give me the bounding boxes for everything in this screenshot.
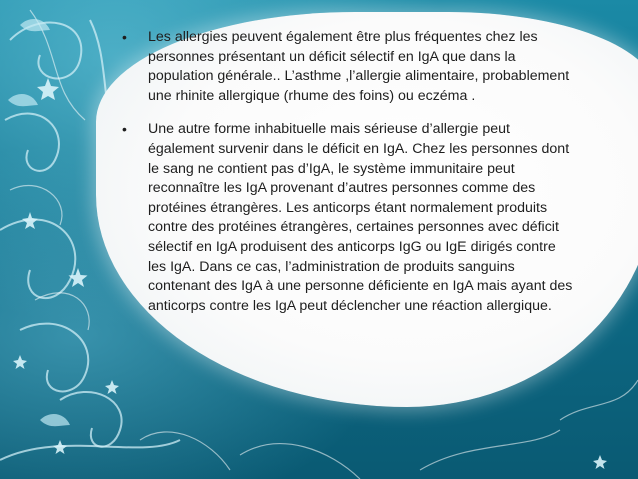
bullet-text: Une autre forme inhabituelle mais sérieuse d’allergie peut également survenir dans le déficit en IgA. Chez les personnes dont le sang ne contient pas d’IgA, le système immunitaire peut reconnaître les IgA provenant d’autres personnes comme des protéines étrangères. Les anticorps étant normalement produits contre des protéines étrangères, certaines personnes avec déficit sélectif en IgA produisent des anticorps IgG ou IgE dirigés contre les IgA. Dans ce cas, l’administration de produits sanguins contenant des IgA à une personne déficiente en IgA mais ayant des anticorps contre les IgA peut déclencher une réaction allergique. — [148, 121, 573, 314]
bullet-item — [108, 28, 628, 106]
bullet-dot-icon: • — [122, 121, 127, 138]
bullet-list — [108, 28, 628, 316]
bullet-dot-icon: • — [122, 29, 127, 45]
bullet-item — [108, 120, 628, 316]
slide-content — [108, 28, 628, 330]
bullet-text: Les allergies peuvent également être plus fréquentes chez les personnes présentant un déficit sélectif en IgA que dans la population générale.. L’asthme ,l’allergie alimentaire, probablement une rhinite allergique (rhume des foins) ou eczéma . — [148, 29, 570, 104]
